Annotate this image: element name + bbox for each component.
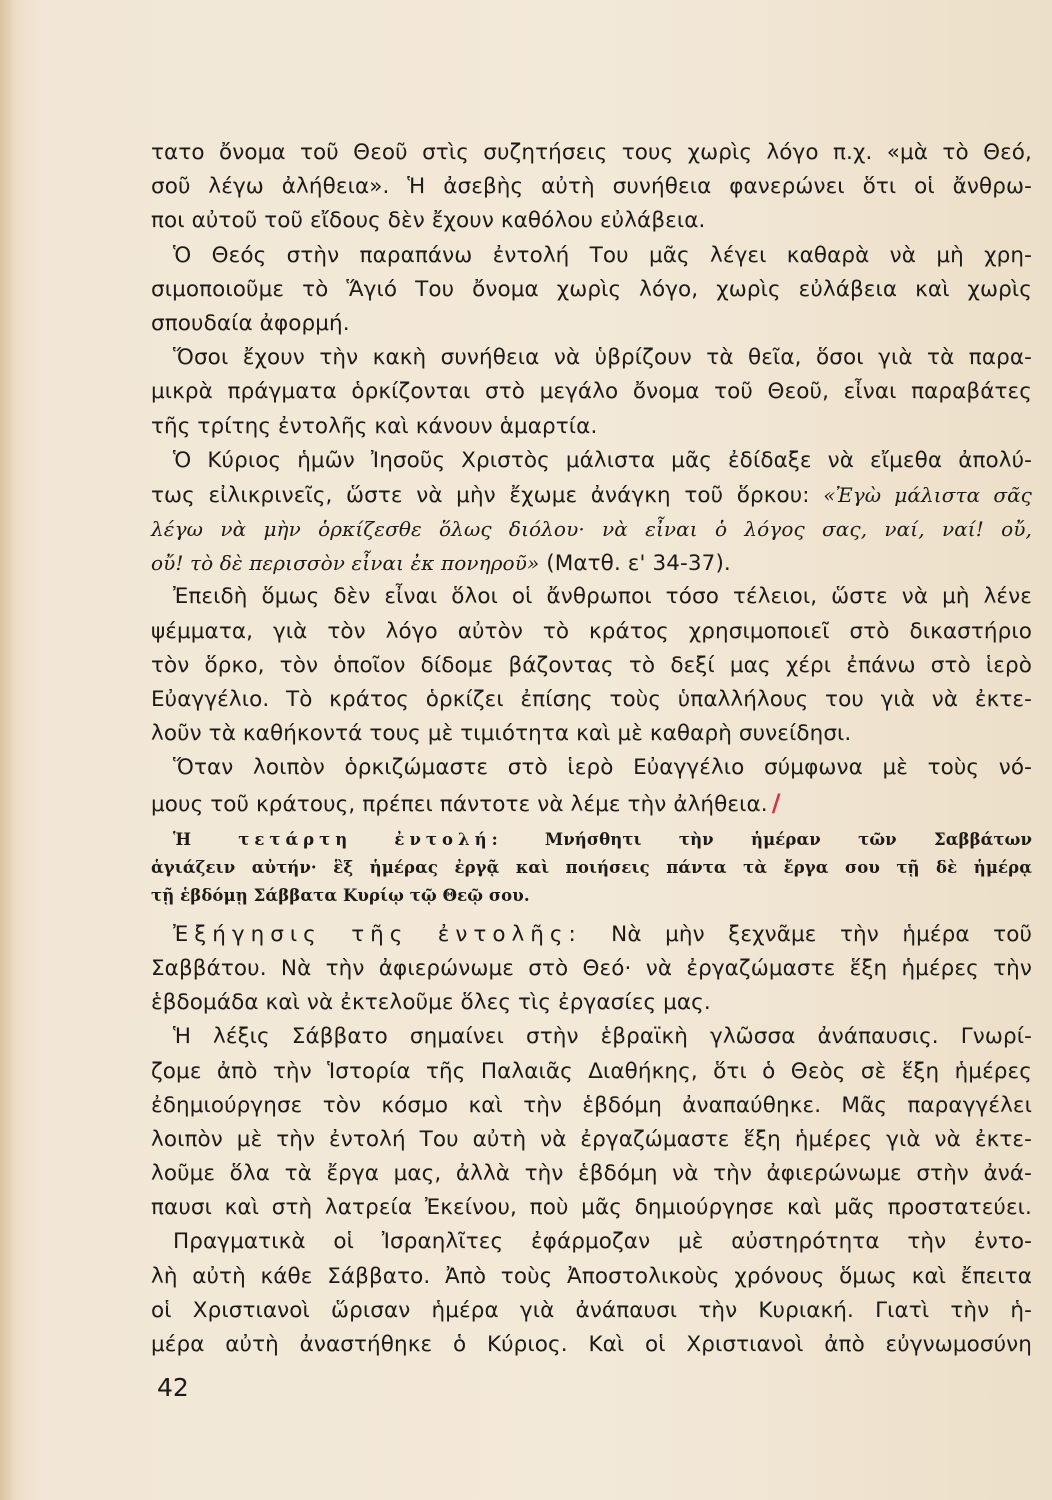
text-line: παυσι καὶ στὴ λατρεία Ἐκείνου, ποὺ μᾶς δημιούργησε καὶ μᾶς προστατεύει. bbox=[151, 1195, 1032, 1221]
scripture-quote: οὔ! τὸ δὲ περισσὸν εἶναι ἐκ πονηροῦ» bbox=[151, 551, 540, 576]
text-line: ἑβδομάδα καὶ νὰ ἐκτελοῦμε ὅλες τὶς ἐργασίες μας. bbox=[151, 990, 711, 1016]
text-line: ποι αὐτοῦ τοῦ εἴδους δὲν ἔχουν καθόλου εὐλάβεια. bbox=[151, 208, 706, 234]
commandment-text: Μνήσθητι τὴν ἡμέραν τῶν Σαββάτων bbox=[544, 829, 1032, 849]
text-line: μικρὰ πράγματα ὁρκίζονται στὸ μεγάλο ὄνομα τοῦ Θεοῦ, εἶναι παραβάτες bbox=[151, 379, 1032, 405]
text-line: μέρα αὐτὴ ἀναστήθηκε ὁ Κύριος. Καὶ οἱ Χριστιανοὶ ἀπὸ εὐγνωμοσύνη bbox=[151, 1332, 1032, 1357]
page-number: 42 bbox=[157, 1373, 189, 1402]
text-line bbox=[151, 478, 1032, 512]
text-line: λοῦμε ὅλα τὰ ἔργα μας, ἀλλὰ τὴν ἑβδόμη νὰ τὴν ἀφιερώνωμε στὴν ἀνά- bbox=[151, 1161, 1032, 1187]
text-segment: μους τοῦ κράτους, πρέπει πάντοτε νὰ λέμε τὴν ἀλήθεια. bbox=[151, 791, 768, 817]
text-line: σιμοποιοῦμε τὸ Ἅγιό Του ὄνομα χωρὶς λόγο, χωρὶς εὐλάβεια καὶ χωρὶς bbox=[151, 276, 1032, 302]
text-line: Ὅσοι ἔχουν τὴν κακὴ συνήθεια νὰ ὑβρίζουν τὰ θεῖα, ὅσοι γιὰ τὰ παρα- bbox=[173, 345, 1032, 371]
text-line: λοῦν τὰ καθήκοντά τους μὲ τιμιότητα καὶ μὲ καθαρὴ συνείδησι. bbox=[151, 721, 852, 747]
text-line: λοιπὸν μὲ τὴν ἐντολή Του αὐτὴ νὰ ἐργαζώμαστε ἕξη ἡμέρες γιὰ νὰ ἐκτε- bbox=[151, 1126, 1032, 1152]
body-text bbox=[151, 136, 1032, 1362]
text-line: ζομε ἀπὸ τὴν Ἱστορία τῆς Παλαιᾶς Διαθήκης, ὅτι ὁ Θεὸς σὲ ἕξη ἡμέρες bbox=[151, 1058, 1032, 1084]
text-line: Ἐπειδὴ ὅμως δὲν εἶναι ὅλοι οἱ ἄνθρωποι τόσο τέλειοι, ὥστε νὰ μὴ λένε bbox=[173, 584, 1032, 610]
text-line bbox=[151, 786, 1032, 820]
commandment-text-line: τῇ ἑβδόμῃ Σάββατα Κυρίῳ τῷ Θεῷ σου. bbox=[151, 885, 530, 905]
commandment-text-line: ἁγιάζειν αὐτήν· ἓξ ἡμέρας ἐργᾷ καὶ ποιήσεις πάντα τὰ ἔργα σου τῇ δὲ ἡμέρᾳ bbox=[151, 857, 1032, 877]
text-line bbox=[151, 546, 1032, 580]
text-line: Εὐαγγέλιο. Τὸ κράτος ὁρκίζει ἐπίσης τοὺς ὑπαλλήλους του γιὰ νὰ ἐκτε- bbox=[151, 687, 1032, 712]
text-line: τατο ὄνομα τοῦ Θεοῦ στὶς συζητήσεις τους χωρὶς λόγο π.χ. «μὰ τὸ Θεό, bbox=[151, 140, 1032, 165]
text-line: τῆς τρίτης ἐντολῆς καὶ κάνουν ἁμαρτία. bbox=[151, 413, 598, 439]
text-line: οἱ Χριστιανοὶ ὥρισαν ἡμέρα γιὰ ἀνάπαυσι τὴν Κυριακή. Γιατὶ τὴν ἡ- bbox=[151, 1297, 1032, 1323]
text-line: τὸν ὅρκο, τὸν ὁποῖον δίδομε βάζοντας τὸ δεξί μας χέρι ἐπάνω στὸ ἱερὸ bbox=[151, 652, 1032, 678]
scripture-quote-line: λέγω νὰ μὴν ὁρκίζεσθε ὅλως διόλου· νὰ εἶναι ὁ λόγος σας, ναί, ναί! οὔ, bbox=[151, 517, 1032, 542]
scripture-quote: «Ἐγὼ μάλιστα σᾶς bbox=[823, 482, 1032, 507]
text-segment: τως εἰλικρινεῖς, ὥστε νὰ μὴν ἔχωμε ἀνάγκη τοῦ ὅρκου: bbox=[151, 482, 824, 508]
commandment-label: Ἡ τετάρτη ἐντολή: bbox=[173, 829, 545, 849]
explanation-label: Ἐξήγησις τῆς ἐντολῆς: bbox=[173, 921, 612, 947]
text-line: λὴ αὐτὴ κάθε Σάββατο. Ἀπὸ τοὺς Ἀποστολικοὺς χρόνους ὅμως καὶ ἔπειτα bbox=[151, 1263, 1032, 1289]
text-line: Πραγματικὰ οἱ Ἰσραηλῖτες ἐφάρμοζαν μὲ αὐστηρότητα τὴν ἐντο- bbox=[173, 1229, 1032, 1255]
text-line bbox=[151, 918, 1032, 952]
text-line: ψέμματα, γιὰ τὸν λόγο αὐτὸν τὸ κράτος χρησιμοποιεῖ στὸ δικαστήριο bbox=[151, 618, 1032, 644]
text-line: Ἡ λέξις Σάββατο σημαίνει στὴν ἑβραϊκὴ γλῶσσα ἀνάπαυσις. Γνωρί- bbox=[173, 1024, 1032, 1050]
scripture-reference: (Ματθ. ε' 34-37). bbox=[539, 551, 731, 577]
red-pen-mark: / bbox=[771, 788, 781, 817]
text-line: Ὅταν λοιπὸν ὁρκιζώμαστε στὸ ἱερὸ Εὐαγγέλιο σύμφωνα μὲ τοὺς νό- bbox=[173, 755, 1032, 781]
text-line: σπουδαία ἀφορμή. bbox=[151, 310, 350, 336]
text-line: ἐδημιούργησε τὸν κόσμο καὶ τὴν ἑβδόμη ἀναπαύθηκε. Μᾶς παραγγέλει bbox=[151, 1092, 1032, 1118]
text-line: σοῦ λέγω ἀλήθεια». Ἡ ἀσεβὴς αὐτὴ συνήθεια φανερώνει ὅτι οἱ ἄνθρω- bbox=[151, 174, 1032, 200]
text-segment: Νὰ μὴν ξεχνᾶμε τὴν ἡμέρα τοῦ bbox=[611, 921, 1032, 947]
text-line: Ὁ Κύριος ἡμῶν Ἰησοῦς Χριστὸς μάλιστα μᾶς ἐδίδαξε νὰ εἴμεθα ἀπολύ- bbox=[173, 447, 1032, 473]
text-line: Σαββάτου. Νὰ τὴν ἀφιερώνωμε στὸ Θεό· νὰ ἐργαζώμαστε ἕξη ἡμέρες τὴν bbox=[151, 955, 1032, 981]
text-line: Ὁ Θεός στὴν παραπάνω ἐντολή Του μᾶς λέγει καθαρὰ νὰ μὴ χρη- bbox=[173, 242, 1032, 268]
commandment-heading bbox=[151, 826, 1032, 854]
page-spine-shadow bbox=[0, 0, 14, 1500]
